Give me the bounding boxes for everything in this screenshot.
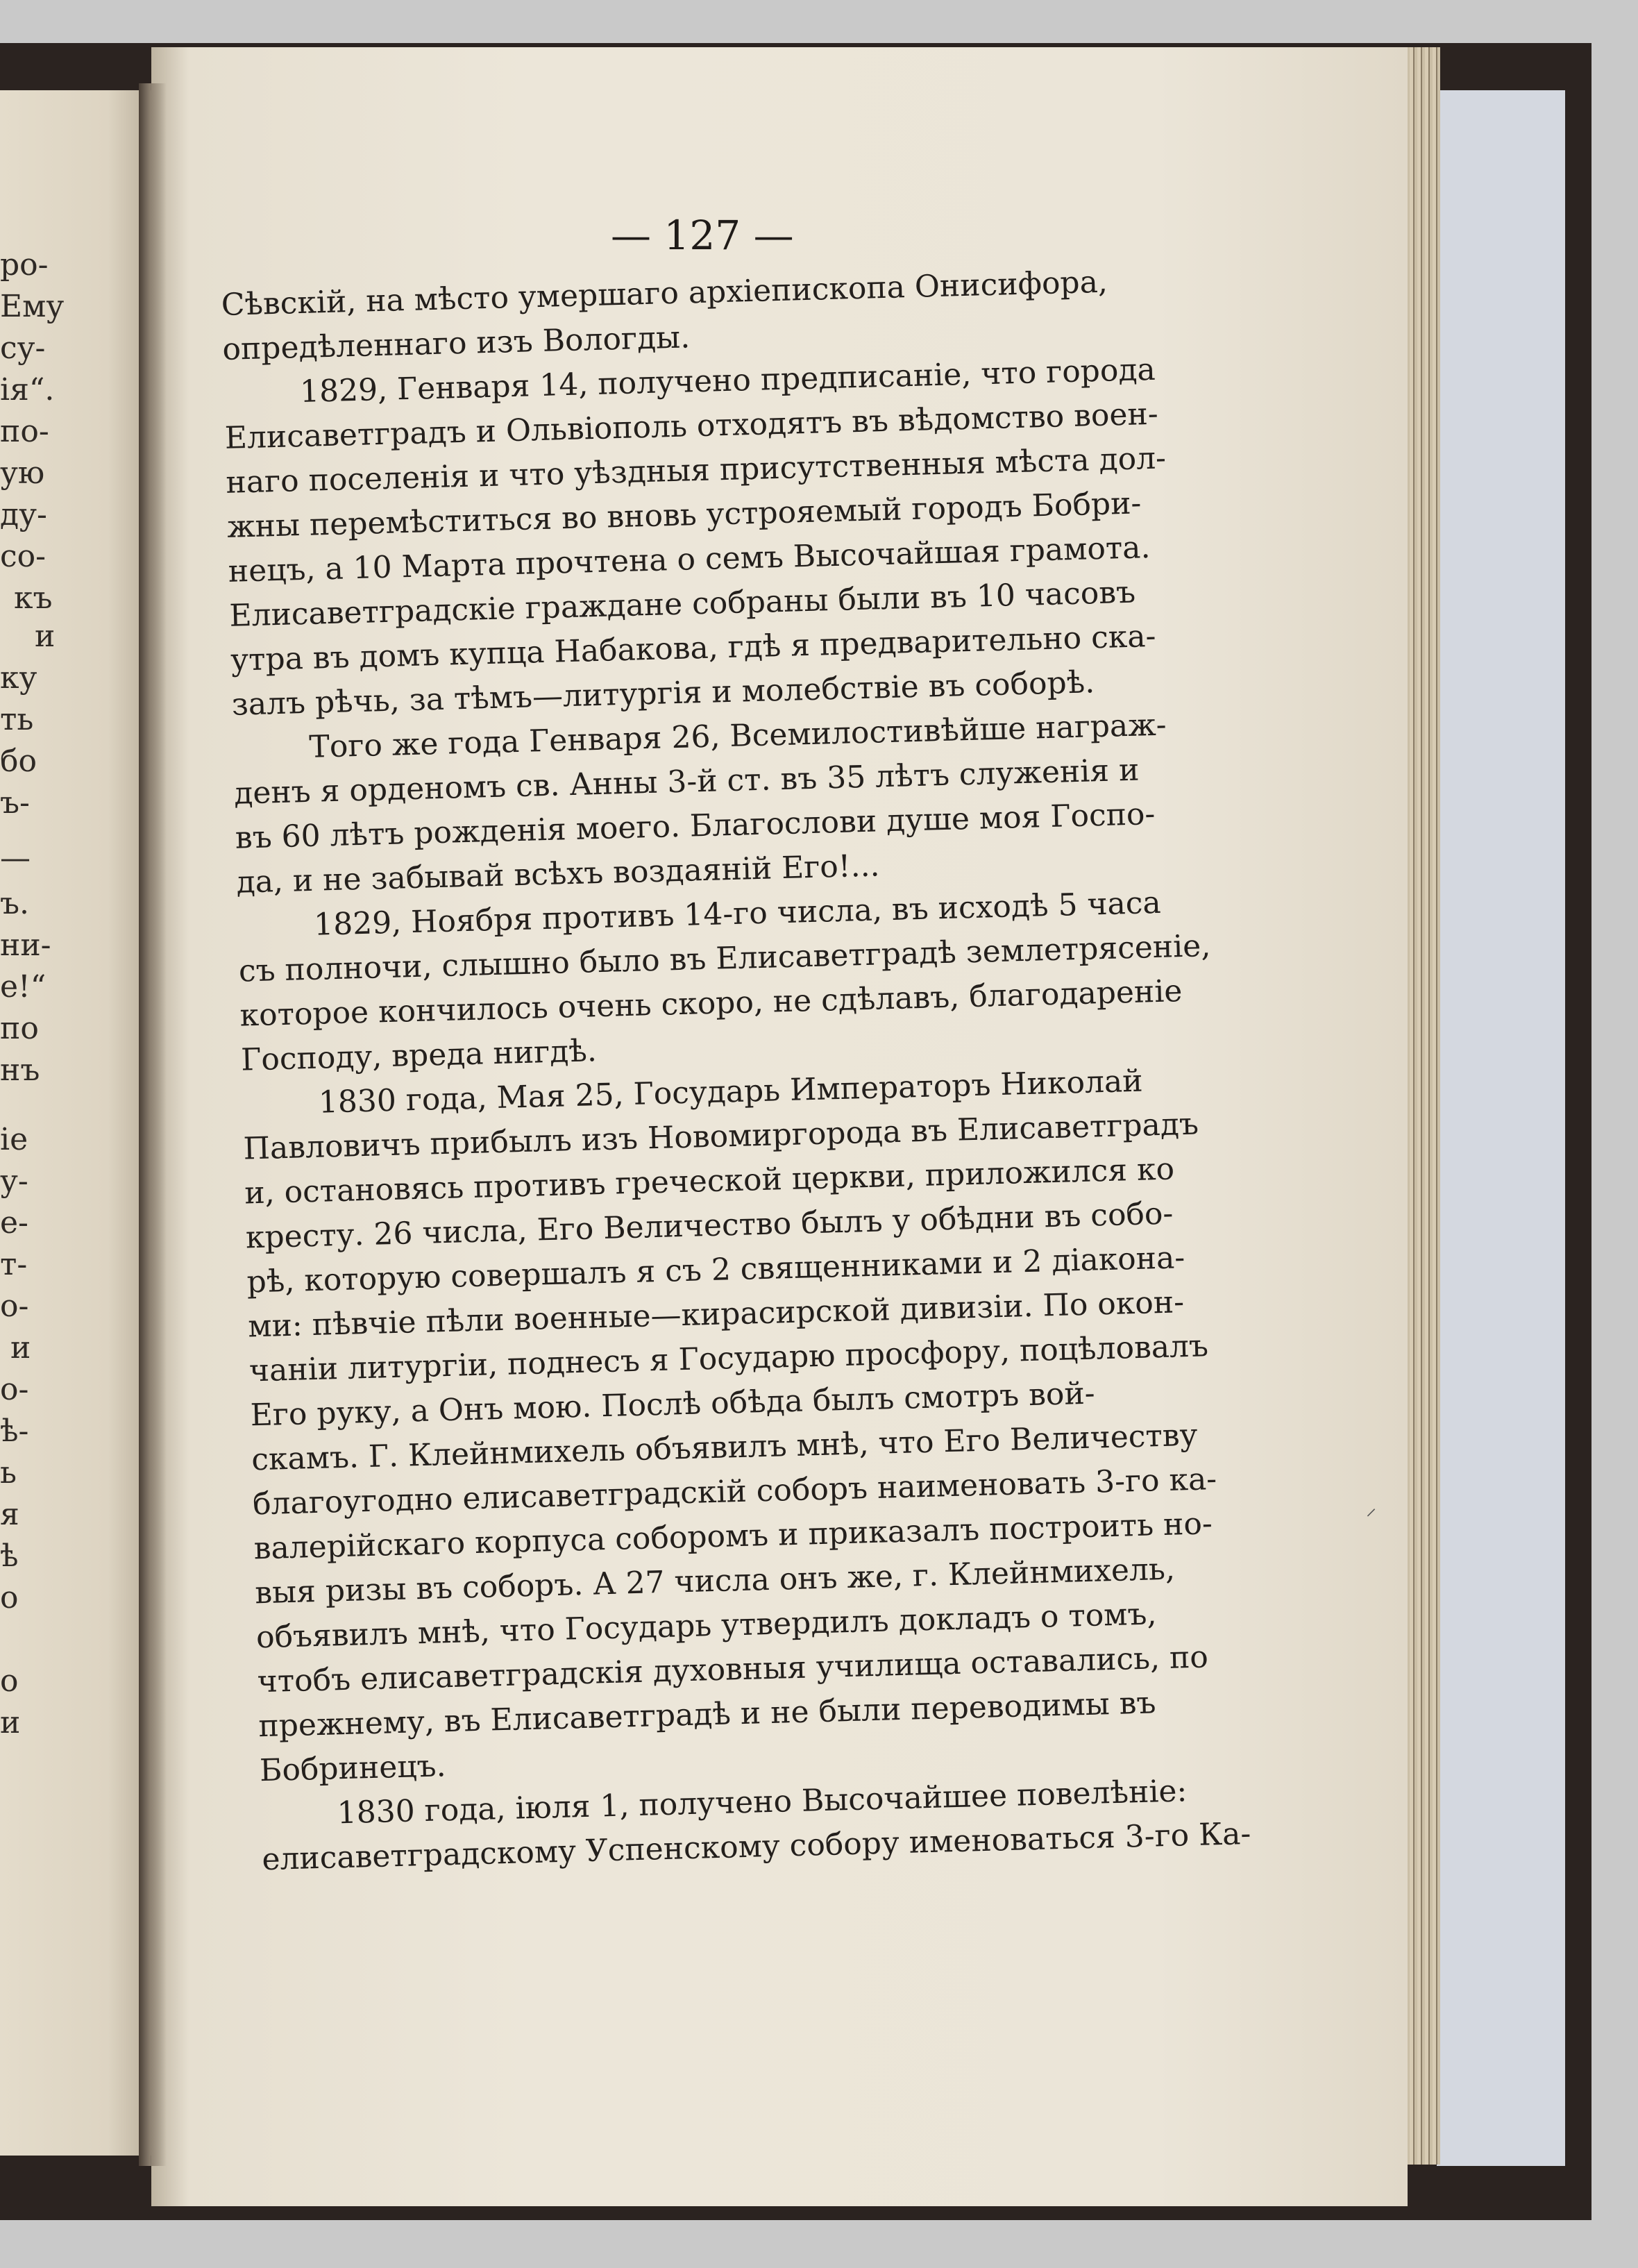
blank-backing-page <box>1437 90 1565 2166</box>
text-line: прежнему, въ Елисаветградѣ и не были переводимы въ <box>257 1685 1157 1745</box>
text-line: нецъ, а 10 Марта прочтена о семъ Высочайшая грамота. <box>228 530 1151 589</box>
text-line: Павловичъ прибылъ изъ Новомиргорода въ Елисаветградъ <box>242 1106 1199 1167</box>
text-line: Елисаветградъ и Ольвіополь отходятъ въ вѣдомство воен- <box>224 396 1159 456</box>
left-page-fragment: ь <box>0 1455 17 1490</box>
ink-mark: ⸝ <box>1366 1496 1376 1520</box>
left-page-fragment: о <box>0 1580 19 1615</box>
text-line: которое кончилось очень скоро, не сдѣлавъ, благодареніе <box>239 973 1183 1034</box>
page-number: — 127 — <box>611 212 794 259</box>
text-line: въ 60 лѣтъ рожденія моего. Благослови душе моя Госпо- <box>235 796 1156 856</box>
left-page-fragment: къ <box>14 580 53 616</box>
left-page-fragment: ть <box>0 702 34 737</box>
book-gutter <box>139 83 167 2166</box>
left-page-fragment: іе <box>0 1122 28 1157</box>
text-line: Сѣвскій, на мѣсто умершаго архіепископа Онисифора, <box>221 264 1108 323</box>
text-line: и, остановясь противъ греческой церкви, приложился ко <box>244 1151 1175 1211</box>
left-page-fragment: по <box>0 1011 39 1046</box>
text-line: Бобринецъ. <box>259 1748 447 1789</box>
text-line: опредѣленнаго изъ Вологды. <box>221 319 691 367</box>
text-line: ми: пѣвчіе пѣли военные—кирасирской дивизіи. По окон- <box>247 1284 1185 1345</box>
left-page-fragment: ду- <box>0 497 47 532</box>
left-page-fragment: ѣ <box>0 1538 19 1574</box>
text-line: жны перемѣститься во вновь устрояемый городъ Бобри- <box>226 485 1142 545</box>
text-line: Его руку, а Онъ мою. Послѣ обѣда былъ смотръ вой- <box>250 1375 1096 1434</box>
text-line: 1829, Генваря 14, получено предписаніе, что города <box>299 351 1156 410</box>
text-line: денъ я орденомъ св. Анны 3-й ст. въ 35 лѣтъ служенія и <box>233 752 1140 812</box>
left-page-fragment: е- <box>0 1205 28 1241</box>
left-page-fragment: о- <box>0 1372 29 1407</box>
left-page-fragment: су- <box>0 330 46 366</box>
left-page-fragment: и <box>10 1330 31 1366</box>
text-line: Елисаветградскіе граждане собраны были въ 10 часовъ <box>228 574 1136 634</box>
left-page-fragment: о- <box>0 1288 29 1324</box>
left-page-fragment: по- <box>0 414 49 449</box>
left-page-fragment: бо <box>0 744 37 779</box>
text-line: скамъ. Г. Клейнмихель объявилъ мнѣ, что Его Величеству <box>251 1417 1199 1478</box>
left-page-fragment: Ему <box>0 289 65 324</box>
left-page-fragment: ъ. <box>0 886 29 921</box>
text-line: елисаветградскому Успенскому собору именоваться 3-го Ка- <box>261 1815 1251 1878</box>
text-line: кресту. 26 числа, Его Величество былъ у обѣдни въ собо- <box>245 1195 1174 1256</box>
text-line: Господу, вреда нигдѣ. <box>240 1033 598 1078</box>
text-line: рѣ, которую совершалъ я съ 2 священниками и 2 діакона- <box>246 1240 1185 1300</box>
page-text <box>221 258 1255 1883</box>
text-line: валерійскаго корпуса соборомъ и приказалъ построить но- <box>253 1506 1213 1567</box>
text-line: 1829, Ноября противъ 14-го числа, въ исходѣ 5 часа <box>313 884 1162 943</box>
text-line: объявилъ мнѣ, что Государь утвердилъ докладъ о томъ, <box>255 1596 1158 1656</box>
left-page-fragment: ро- <box>0 247 49 283</box>
left-page-fragment: и <box>35 619 56 654</box>
text-line: да, и не забывай всѣхъ воздаяній Его!... <box>235 848 881 900</box>
left-page-fragment: т- <box>0 1247 28 1282</box>
text-line: съ полночи, слышно было въ Елисаветградѣ землетрясеніе, <box>238 928 1211 989</box>
left-page-fragment: ѣ- <box>0 1413 29 1449</box>
text-line: Того же года Генваря 26, Всемилостивѣйше награж- <box>308 707 1167 765</box>
left-page <box>0 90 154 2156</box>
text-line: выя ризы въ соборъ. А 27 числа онъ же, г. Клейнмихель, <box>254 1551 1176 1611</box>
text-line: наго поселенія и что уѣздныя присутственныя мѣста дол- <box>225 440 1167 501</box>
text-line: 1830 года, Мая 25, Государь Императоръ Николай <box>318 1063 1144 1120</box>
left-page-fragment: у- <box>0 1164 28 1199</box>
left-page-fragment: со- <box>0 539 46 574</box>
left-page-fragment: я <box>0 1497 19 1532</box>
text-line: залъ рѣчь, за тѣмъ—литургія и молебствіе въ соборѣ. <box>231 664 1095 723</box>
left-page-fragment: — <box>0 841 31 876</box>
left-page-fragment: ку <box>0 660 37 696</box>
left-page-fragment: нъ <box>0 1052 40 1088</box>
text-line: благоугодно елисаветградскій соборъ наименовать 3-го ка- <box>252 1461 1217 1522</box>
text-line: чаніи литургіи, поднесъ я Государю просфору, поцѣловалъ <box>248 1328 1209 1389</box>
left-page-fragment: и <box>0 1705 21 1740</box>
left-page-fragment: ъ- <box>0 785 30 821</box>
left-page-fragment: е!“ <box>0 969 47 1005</box>
left-page-fragment: ія“. <box>0 372 55 408</box>
text-line: утра въ домъ купца Набакова, гдѣ я предварительно ска- <box>230 618 1156 678</box>
left-page-fragment: о <box>0 1663 19 1699</box>
left-page-fragment: ую <box>0 455 45 491</box>
left-page-fragment: ни- <box>0 927 51 963</box>
text-line: 1830 года, іюля 1, получено Высочайшее повелѣніе: <box>337 1773 1188 1831</box>
page-edges <box>1402 47 1440 2165</box>
text-line: чтобъ елисаветградскія духовныя училища оставались, по <box>257 1639 1209 1700</box>
